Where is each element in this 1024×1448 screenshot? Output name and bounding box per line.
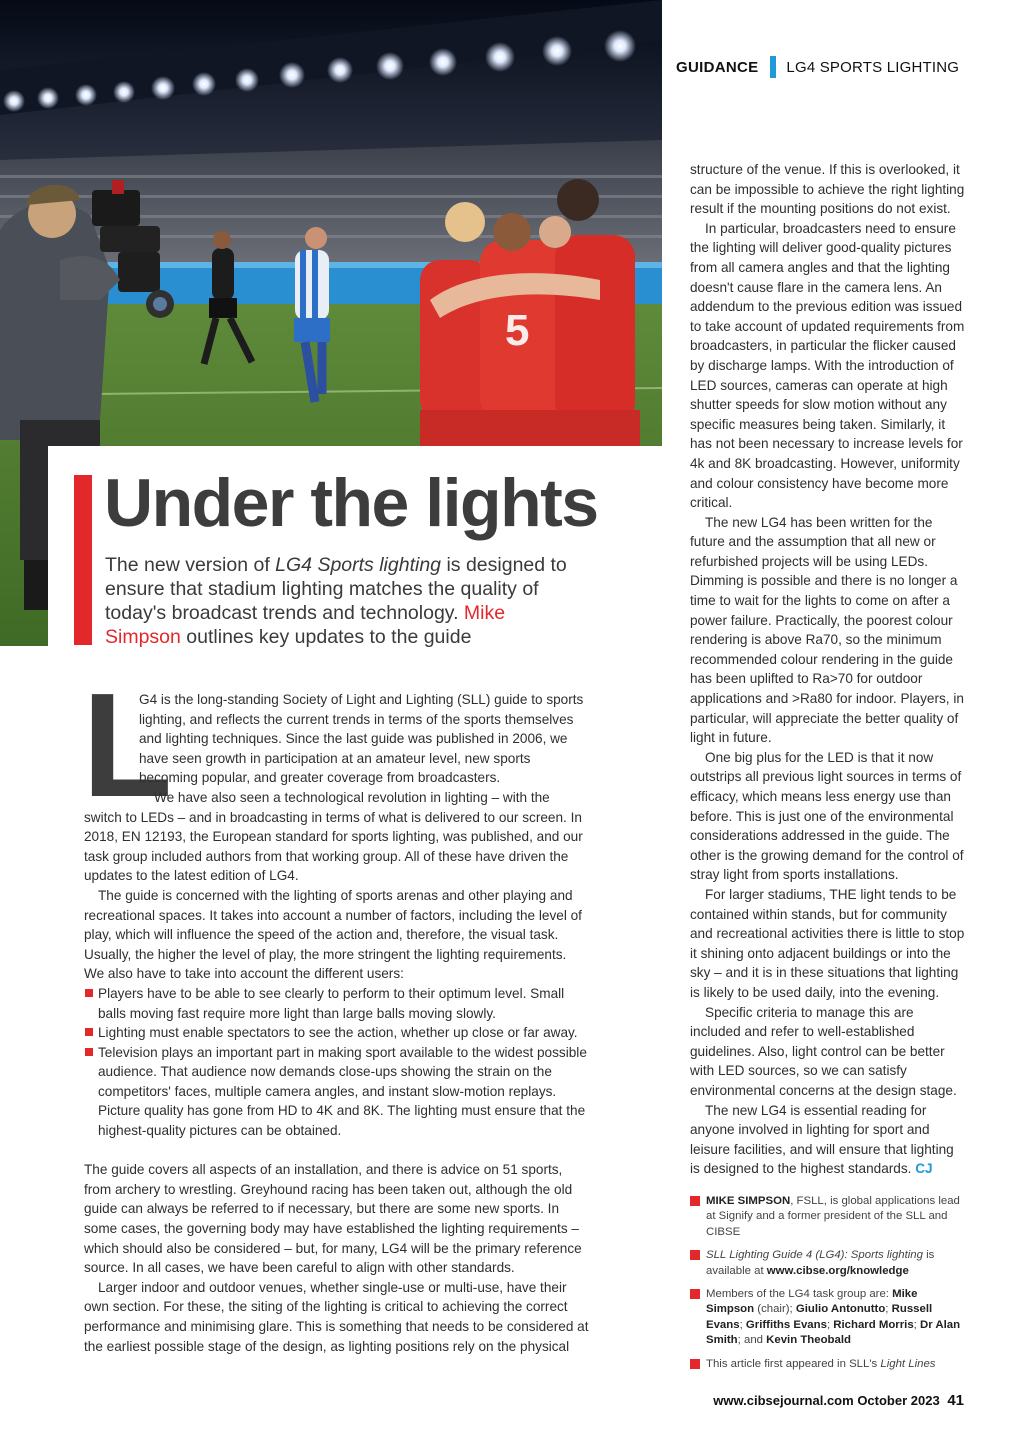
- spacer: [84, 1141, 590, 1161]
- member-name: Giulio Antonutto: [795, 1303, 886, 1316]
- paragraph: In particular, broadcasters need to ensure the lighting will deliver good-quality pictures from all camera angles and that the lighting doesn't cause flare in the camera lens. An addendum to the previous edition was issued to take account of updated requirements from broadcasters, in particular the flicker caused by discharge lamps. With the introduction of LED sources, cameras can operate at high shutter speeds for slow motion without any specific measures being taken. Similarly, it has not been necessary to increase levels for 4k and 8K broadcasting. However, uniformity and colour consistency have become more critical.: [690, 220, 965, 511]
- member-name: Kevin Theobald: [766, 1334, 851, 1347]
- page-footer: [713, 1392, 964, 1409]
- member-name: Russell Evans: [706, 1303, 933, 1331]
- separator: ; and: [737, 1334, 767, 1347]
- bio-name: MIKE SIMPSON: [706, 1195, 791, 1207]
- end-mark: CJ: [915, 1161, 933, 1177]
- page-number: 41: [947, 1392, 964, 1409]
- member-role: (chair);: [754, 1303, 796, 1316]
- header-divider: [770, 56, 776, 78]
- publication-name: Light Lines: [880, 1357, 936, 1370]
- paragraph-closing: [690, 1101, 966, 1179]
- section-label: GUIDANCE: [676, 58, 759, 76]
- paragraph: The guide is concerned with the lighting of sports arenas and other playing and recreational spaces. It takes into account a number of factors, including the level of play, which will influence the speed of the action and, therefore, the visual task. Usually, the higher the level of play, the more stringent the lighting requirements. We also have to take into account the different users:: [84, 887, 582, 982]
- paragraph-intro: G4 is the long-standing Society of Light and Lighting (SLL) guide to sports lighting, and reflects the current trends in terms of the sports themselves and lighting techniques. Since the last guide was published in 2006, we have seen growth in participation at an amateur level, new sports becoming popular, and greater coverage from broadcasters.: [139, 692, 584, 786]
- bullet-square-icon: [690, 1250, 700, 1260]
- paragraph: structure of the venue. If this is overlooked, it can be impossible to achieve the right lighting result if the mounting positions do not exist.: [690, 162, 965, 217]
- paragraph: For larger stadiums, THE light tends to be contained within stands, but for community and recreational activities there is little to stop it shining onto adjacent buildings or into the sky – and it is in these situations that lighting is likely to be used daily, into the evening.: [690, 886, 965, 1000]
- paragraph: The guide covers all aspects of an installation, and there is advice on 51 sports, from archery to wrestling. Greyhound racing has been taken out, although the old guide can always be referred to if necessary, but there are some new sports. In some cases, the governing body may have established the lighting requirements – which should also be considered – but, for many, LG4 will be the primary reference source. In all cases, we have been careful to align with other standards.: [84, 1162, 582, 1276]
- title-accent-bar: [74, 475, 92, 645]
- separator: ;: [885, 1303, 892, 1316]
- bio-text: , FSLL, is global applications lead at Signify and a former president of the SLL and CIBSE: [706, 1195, 960, 1238]
- separator: ;: [739, 1318, 746, 1331]
- paragraph: Larger indoor and outdoor venues, whether single-use or multi-use, have their own section. For these, the siting of the lighting is critical to achieving the correct performance and minimising glare. This is something that needs to be considered at the earliest possible stage of the design, as lighting positions rely on the physical: [84, 1279, 589, 1354]
- standfirst-text: is designed to ensure that stadium lighting matches the quality of today's broadcast trends and technology.: [105, 554, 567, 624]
- list-item: Lighting must enable spectators to see the action, whether up close or far away.: [84, 1023, 590, 1043]
- standfirst-tail: outlines key updates to the guide: [180, 626, 472, 648]
- svg-text:5: 5: [505, 306, 530, 355]
- standfirst-lead: The new version of: [105, 554, 276, 576]
- first-published-text: This article first appeared in SLL's: [706, 1357, 881, 1370]
- guide-availability-note: [690, 1248, 966, 1279]
- article-notes: [690, 1194, 966, 1380]
- body-column-left: [84, 690, 590, 1356]
- member-name: Dr Alan Smith: [706, 1318, 961, 1347]
- body-column-right: [690, 160, 966, 1179]
- bullet-square-icon: [690, 1196, 700, 1206]
- member-name: Richard Morris: [833, 1318, 914, 1331]
- paragraph: Specific criteria to manage this are included and refer to well-established guidelines. Also, light control can be better with LED sources, so we can satisfy environmental concerns at the design stage.: [690, 1004, 957, 1098]
- closing-text: The new LG4 is essential reading for anyone involved in lighting for sport and leisure facilities, and will ensure that lighting is designed to the highest standards.: [690, 1102, 954, 1177]
- section-topic: LG4 SPORTS LIGHTING: [786, 58, 960, 76]
- author-bio-note: [690, 1194, 966, 1240]
- separator: ;: [913, 1318, 921, 1331]
- guide-title: SLL Lighting Guide 4 (LG4): Sports lighting: [706, 1249, 923, 1262]
- footer-date: October 2023: [857, 1393, 940, 1408]
- guide-link[interactable]: www.cibse.org/knowledge: [766, 1264, 909, 1277]
- member-name: Griffiths Evans: [745, 1318, 827, 1331]
- drop-cap: L: [82, 663, 173, 828]
- paragraph: The new LG4 has been written for the future and the assumption that all new or refurbished projects will be using LEDs. Dimming is possible and there is no longer a time to wait for the lights to come on after a power failure. Practically, the poorest colour rendering is above Ra70, so the minimum recommended colour rendering in the guide has been uplifted to Ra>70 for outdoor applications and >Ra80 for indoor. Players, in particular, will appreciate the better quality of light in future.: [690, 514, 964, 746]
- bullet-square-icon: [690, 1289, 700, 1299]
- member-name: Mike Simpson: [706, 1288, 918, 1316]
- separator: ;: [826, 1318, 834, 1331]
- bullet-square-icon: [690, 1359, 700, 1369]
- task-group-note: [690, 1287, 966, 1349]
- members-intro: Members of the LG4 task group are:: [706, 1288, 893, 1301]
- article-title: Under the lights: [104, 465, 598, 541]
- list-item: Players have to be able to see clearly to perform to their optimum level. Small balls moving fast require more light than large balls moving slowly.: [84, 984, 590, 1023]
- footer-website[interactable]: www.cibsejournal.com: [713, 1393, 854, 1408]
- first-published-note: [690, 1357, 966, 1372]
- paragraph: We have also seen a technological revolution in lighting – with the switch to LEDs – and in broadcasting in terms of what is delivered to our screen. In 2018, EN 12193, the European standard for sports lighting, was published, and our task group included authors from that working group. All of these have driven the updates to the latest edition of LG4.: [84, 789, 583, 884]
- list-item: Television plays an important part in making sport available to the widest possible audience. That audience now demands close-ups showing the strain on the competitors' faces, multiple camera angles, and instant slow-motion replays. Picture quality has gone from HD to 4K and 8K. The lighting must ensure that the highest-quality pictures can be obtained.: [84, 1043, 590, 1141]
- guide-availability: is available at: [706, 1249, 935, 1277]
- paragraph: One big plus for the LED is that it now outstrips all previous light sources in terms of efficacy, which means less energy use than before. This is just one of the environmental considerations addressed in the guide. The other is the growing demand for the control of stray light from sports installations.: [690, 749, 964, 883]
- user-requirements-list: [84, 984, 590, 1141]
- section-header: [676, 56, 959, 78]
- standfirst: [105, 553, 575, 649]
- standfirst-guide-name: LG4 Sports lighting: [275, 554, 442, 576]
- author-name: Mike Simpson: [105, 602, 506, 648]
